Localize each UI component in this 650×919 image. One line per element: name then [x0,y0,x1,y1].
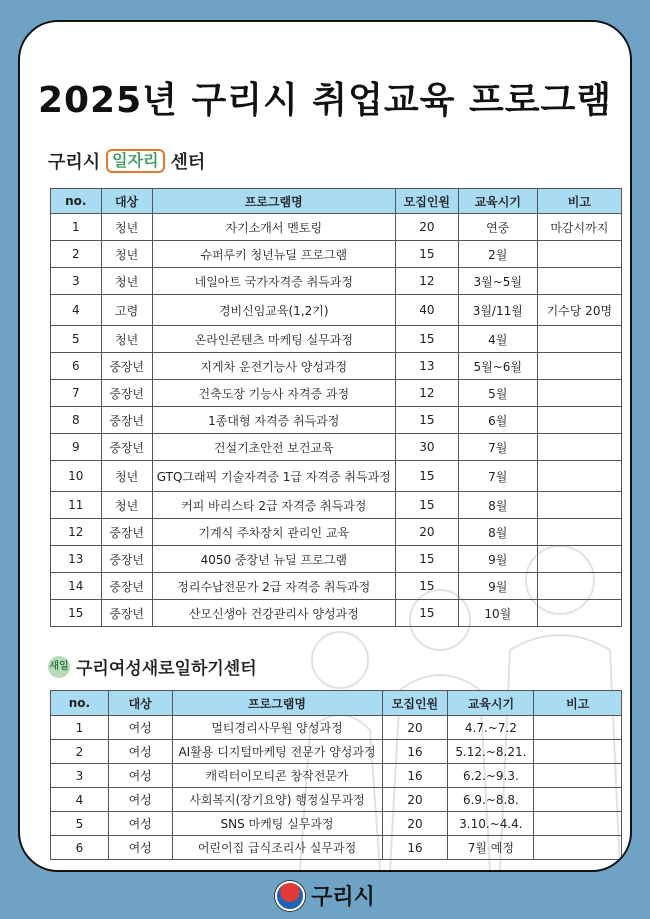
cell-capacity: 15 [395,407,458,434]
col-header-no: no. [51,189,102,214]
cell-capacity: 13 [395,353,458,380]
cell-period: 6.9.~8.8. [448,788,534,812]
col-header-capacity: 모집인원 [382,691,448,716]
cell-capacity: 20 [395,214,458,241]
cell-no: 11 [51,492,102,519]
cell-capacity: 20 [382,812,448,836]
table-row [51,214,622,241]
cell-period: 2월 [458,241,537,268]
cell-target: 청년 [101,492,152,519]
cell-program: 기계식 주차장치 관리인 교육 [152,519,395,546]
cell-capacity: 40 [395,295,458,326]
cell-no: 6 [51,836,109,860]
footer-city-logo [0,880,650,911]
cell-period: 3.10.~4.4. [448,812,534,836]
cell-target: 고령 [101,295,152,326]
cell-target: 청년 [101,214,152,241]
cell-note [537,461,621,492]
cell-program: 경비신임교육(1,2기) [152,295,395,326]
cell-capacity: 16 [382,836,448,860]
col-header-no: no. [51,691,109,716]
cell-period: 8월 [458,519,537,546]
table-row [51,241,622,268]
table-row [51,836,622,860]
jobcenter-program-table [50,188,622,627]
table-row [51,764,622,788]
cell-program: AI활용 디지털마케팅 전문가 양성과정 [172,740,382,764]
cell-target: 청년 [101,268,152,295]
col-header-note: 비고 [537,189,621,214]
cell-capacity: 12 [395,268,458,295]
cell-no: 5 [51,812,109,836]
cell-program: 1종대형 자격증 취득과정 [152,407,395,434]
cell-note [534,812,622,836]
cell-no: 3 [51,268,102,295]
cell-capacity: 30 [395,434,458,461]
table-row [51,519,622,546]
cell-period: 7월 예정 [448,836,534,860]
cell-capacity: 15 [395,461,458,492]
city-emblem-icon [275,881,305,911]
page-title: 2025년 구리시 취업교육 프로그램 [37,80,613,121]
cell-capacity: 12 [395,380,458,407]
cell-period: 5.12.~8.21. [448,740,534,764]
cell-capacity: 15 [395,600,458,627]
col-header-note: 비고 [534,691,622,716]
cell-capacity: 15 [395,326,458,353]
cell-no: 14 [51,573,102,600]
cell-no: 7 [51,380,102,407]
cell-capacity: 15 [395,546,458,573]
col-header-program: 프로그램명 [172,691,382,716]
cell-no: 8 [51,407,102,434]
cell-no: 9 [51,434,102,461]
cell-target: 중장년 [101,407,152,434]
cell-target: 여성 [108,836,172,860]
cell-note [537,600,621,627]
cell-note [537,519,621,546]
cell-capacity: 20 [395,519,458,546]
table-row [51,492,622,519]
cell-target: 중장년 [101,573,152,600]
cell-target: 중장년 [101,380,152,407]
jobcenter-logo-badge: 일자리 [106,149,164,173]
cell-capacity: 15 [395,492,458,519]
col-header-capacity: 모집인원 [395,189,458,214]
cell-target: 중장년 [101,519,152,546]
cell-note [537,492,621,519]
cell-period: 9월 [458,573,537,600]
cell-note [537,241,621,268]
cell-no: 5 [51,326,102,353]
cell-period: 3월~5월 [458,268,537,295]
cell-program: 4050 중장년 뉴딜 프로그램 [152,546,395,573]
table-row [51,380,622,407]
cell-target: 중장년 [101,546,152,573]
cell-capacity: 20 [382,716,448,740]
table-header-row [51,189,622,214]
cell-no: 1 [51,214,102,241]
table-row [51,546,622,573]
cell-no: 4 [51,295,102,326]
cell-note [534,716,622,740]
table-header-row [51,691,622,716]
table-row [51,434,622,461]
cell-program: 어린이집 급식조리사 실무과정 [172,836,382,860]
table-row [51,716,622,740]
cell-period: 4월 [458,326,537,353]
cell-no: 3 [51,764,109,788]
women-center-name: 구리여성새로일하기센터 [76,659,257,679]
cell-capacity: 16 [382,764,448,788]
cell-target: 여성 [108,812,172,836]
cell-no: 15 [51,600,102,627]
table-row [51,461,622,492]
cell-note [537,268,621,295]
cell-program: SNS 마케팅 실무과정 [172,812,382,836]
cell-target: 여성 [108,764,172,788]
cell-no: 13 [51,546,102,573]
cell-program: GTQ그래픽 기술자격증 1급 자격증 취득과정 [152,461,395,492]
cell-capacity: 15 [395,241,458,268]
cell-target: 중장년 [101,600,152,627]
cell-program: 지게차 운전기능사 양성과정 [152,353,395,380]
cell-no: 2 [51,241,102,268]
cell-program: 정리수납전문가 2급 자격증 취득과정 [152,573,395,600]
table-row [51,788,622,812]
cell-program: 자기소개서 멘토링 [152,214,395,241]
cell-target: 청년 [101,241,152,268]
cell-program: 캐릭터이모티콘 창작전문가 [172,764,382,788]
cell-target: 여성 [108,716,172,740]
cell-note: 기수당 20명 [537,295,621,326]
section-jobcenter-heading [48,148,205,174]
cell-period: 5월~6월 [458,353,537,380]
cell-note: 마감시까지 [537,214,621,241]
table-row [51,326,622,353]
table-row [51,600,622,627]
cell-period: 6월 [458,407,537,434]
cell-program: 슈퍼루키 청년뉴딜 프로그램 [152,241,395,268]
cell-program: 온라인콘텐츠 마케팅 실무과정 [152,326,395,353]
cell-period: 7월 [458,461,537,492]
table-row [51,407,622,434]
col-header-program: 프로그램명 [152,189,395,214]
cell-period: 4.7.~7.2 [448,716,534,740]
cell-capacity: 15 [395,573,458,600]
cell-target: 중장년 [101,434,152,461]
cell-program: 커피 바리스타 2급 자격증 취득과정 [152,492,395,519]
cell-note [537,546,621,573]
footer-city-name: 구리시 [311,885,375,910]
col-header-period: 교육시기 [458,189,537,214]
cell-period: 6.2.~9.3. [448,764,534,788]
cell-period: 5월 [458,380,537,407]
women-center-program-table [50,690,622,860]
jobcenter-name-suffix: 센터 [170,152,206,173]
cell-program: 산모신생아 건강관리사 양성과정 [152,600,395,627]
cell-no: 1 [51,716,109,740]
cell-note [534,764,622,788]
saeil-logo-icon: 새일 [48,656,70,678]
poster-card [18,20,632,872]
cell-target: 청년 [101,461,152,492]
table-row [51,812,622,836]
cell-program: 사회복지(장기요양) 행정실무과정 [172,788,382,812]
cell-no: 12 [51,519,102,546]
col-header-target: 대상 [108,691,172,716]
section-women-center-heading [48,654,257,679]
cell-note [537,353,621,380]
cell-note [537,434,621,461]
cell-target: 청년 [101,326,152,353]
table-row [51,740,622,764]
table-row [51,268,622,295]
table-row [51,295,622,326]
cell-capacity: 16 [382,740,448,764]
cell-program: 건축도장 기능사 자격증 과정 [152,380,395,407]
cell-program: 멀티경리사무원 양성과정 [172,716,382,740]
cell-no: 10 [51,461,102,492]
cell-note [537,573,621,600]
cell-target: 여성 [108,788,172,812]
cell-note [534,788,622,812]
cell-no: 6 [51,353,102,380]
cell-capacity: 20 [382,788,448,812]
cell-program: 네일아트 국가자격증 취득과정 [152,268,395,295]
cell-program: 건설기초안전 보건교육 [152,434,395,461]
cell-no: 2 [51,740,109,764]
cell-note [534,836,622,860]
cell-target: 여성 [108,740,172,764]
cell-period: 8월 [458,492,537,519]
cell-period: 7월 [458,434,537,461]
cell-no: 4 [51,788,109,812]
cell-note [534,740,622,764]
col-header-period: 교육시기 [448,691,534,716]
cell-target: 중장년 [101,353,152,380]
cell-period: 3월/11월 [458,295,537,326]
table-row [51,573,622,600]
cell-period: 10월 [458,600,537,627]
col-header-target: 대상 [101,189,152,214]
cell-note [537,407,621,434]
cell-note [537,380,621,407]
jobcenter-name-prefix: 구리시 [48,152,101,173]
table-row [51,353,622,380]
cell-period: 9월 [458,546,537,573]
cell-period: 연중 [458,214,537,241]
cell-note [537,326,621,353]
